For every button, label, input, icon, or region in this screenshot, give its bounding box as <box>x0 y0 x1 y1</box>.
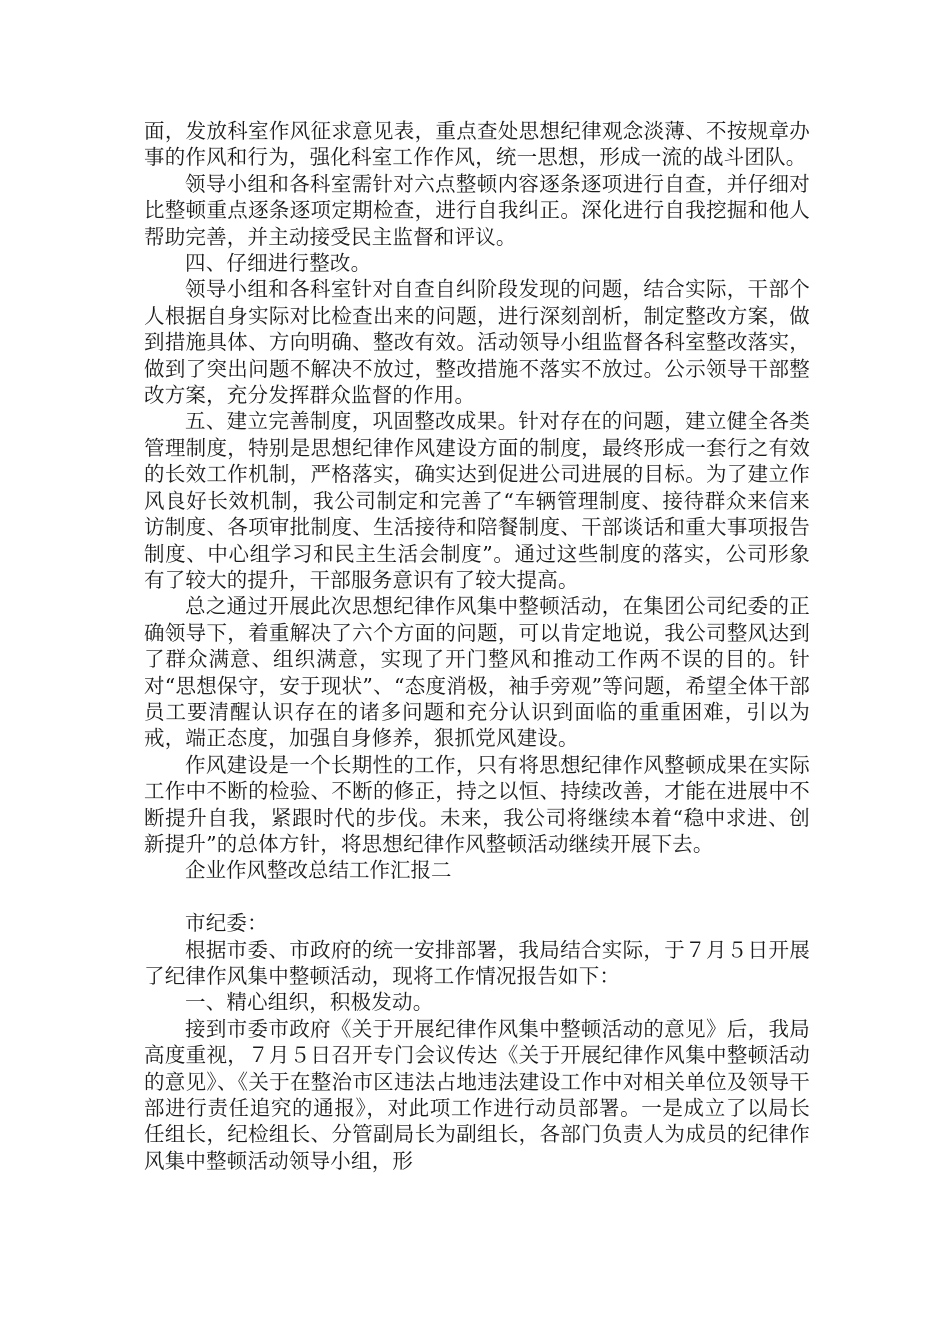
section-heading-4: 四、仔细进行整改。 <box>185 251 372 276</box>
paragraph-5: 总之通过开展此次思想纪律作风集中整顿活动，在集团公司纪委的正确领导下，着重解决了六个方面的问题，可以肯定地说，我公司整风达到了群众满意、组织满意，实现了开门整风和推动工作两不误的目的。针对“思想保守，安于现状”、“态度消极，袖手旁观”等问题，希望全体干部员工要清醒认识存在的诸多问题和充分认识到面临的重重困难，引以为戒，端正态度，加强自身修养，狠抓党风建设。 <box>144 594 810 751</box>
paragraph-6: 作风建设是一个长期性的工作，只有将思想纪律作风整顿成果在实际工作中不断的检验、不断的修正，持之以恒、持续改善，才能在进展中不断提升自我，紧跟时代的步伐。未来，我公司将继续本着“稳中求进、创新提升”的总体方针，将思想纪律作风整顿活动继续开展下去。 <box>144 752 810 856</box>
paragraph-1: 面，发放科室作风征求意见表，重点查处思想纪律观念淡薄、不按规章办事的作风和行为，强化科室工作作风，统一思想，形成一流的战斗团队。 <box>144 119 810 170</box>
blank-line <box>144 884 810 910</box>
paragraph-3: 领导小组和各科室针对自查自纠阶段发现的问题，结合实际，干部个人根据自身实际对比检查出来的问题，进行深刻剖析，制定整改方案，做到措施具体、方向明确、整改有效。活动领导小组监督各科室整改落实，做到了突出问题不解决不放过，整改措施不落实不放过。公示领导干部整改方案，充分发挥群众监督的作用。 <box>144 277 810 408</box>
second-report-title: 企业作风整改总结工作汇报二 <box>185 858 452 883</box>
paragraph-7: 根据市委、市政府的统一安排部署，我局结合实际，于７月５日开展了纪律作风集中整顿活动，现将工作情况报告如下： <box>144 937 810 988</box>
section-heading-1: 一、精心组织，积极发动。 <box>185 990 434 1015</box>
addressee: 市纪委： <box>185 911 268 936</box>
paragraph-4: 五、建立完善制度，巩固整改成果。针对存在的问题，建立健全各类管理制度，特别是思想纪律作风建设方面的制度，最终形成一套行之有效的长效工作机制，严格落实，确实达到促进公司进展的目标。为了建立作风良好长效机制，我公司制定和完善了“车辆管理制度、接待群众来信来访制度、各项审批制度、生活接待和陪餐制度、干部谈话和重大事项报告制度、中心组学习和民主生活会制度”。通过这些制度的落实，公司形象有了较大的提升，干部服务意识有了较大提高。 <box>144 409 810 592</box>
paragraph-8: 接到市委市政府《关于开展纪律作风集中整顿活动的意见》后，我局高度重视，７月５日召开专门会议传达《关于开展纪律作风集中整顿活动的意见》、《关于在整治市区违法占地违法建设工作中对相关单位及领导干部进行责任追究的通报》，对此项工作进行动员部署。一是成立了以局长任组长，纪检组长、分管副局长为副组长，各部门负责人为成员的纪律作风集中整顿活动领导小组，形 <box>144 1016 810 1173</box>
document-page <box>144 118 810 1174</box>
paragraph-2: 领导小组和各科室需针对六点整顿内容逐条逐项进行自查，并仔细对比整顿重点逐条逐项定期检查，进行自我纠正。深化进行自我挖掘和他人帮助完善，并主动接受民主监督和评议。 <box>144 171 810 249</box>
